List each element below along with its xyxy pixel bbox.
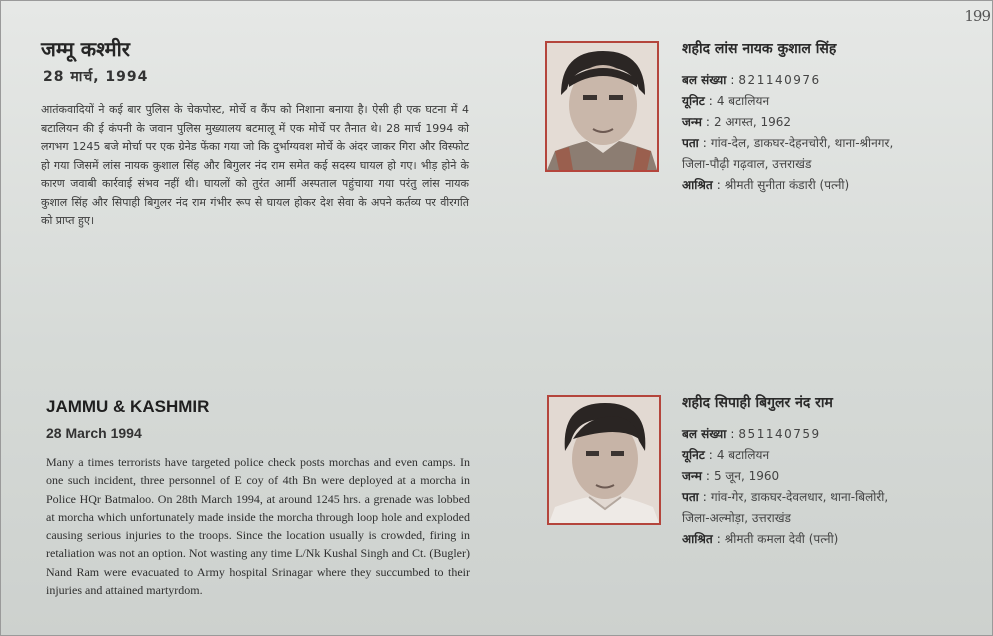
page-number: 199 [964, 7, 990, 25]
portrait-icon [549, 397, 659, 523]
portrait-icon [547, 43, 657, 170]
martyr-name: शहीद लांस नायक कुशाल सिंह [682, 41, 837, 57]
address-line-1: गांव-देल, डाकघर-देहनचोरी, थाना-श्रीनगर, [710, 136, 894, 150]
force-number-row: बल संख्या : 851140759 [682, 427, 821, 441]
english-paragraph: Many a times terrorists have targeted police check posts morchas and even camps. In one such incident, three personnel of E coy of 4th Bn were deployed at a morcha in Police HQr Batmaloo. On 28th March 1994, at around 1245 hrs. a grenade was lobbed at morcha which unfortunately made inside the morcha through loop hole and exploded causing serious injuries to the troops. Since the location usually is crowded, firing in retaliation was not an option. Not wasting any time L/Nk Kushal Singh and Ct. (Bugler) Nand Ram were evacuated to Army hospital Srinagar where they succumbed to their injuries and attained martyrdom. [46, 455, 470, 598]
hindi-heading [41, 35, 148, 86]
unit-value: 4 बटालियन [716, 448, 770, 462]
birth-row: जन्म : 5 जून, 1960 [682, 469, 780, 483]
martyr-profile-1 [682, 39, 982, 196]
address-line-2: जिला-पौढ़ी गढ़वाल, उत्तराखंड [682, 157, 812, 171]
birth-value: 5 जून, 1960 [713, 469, 780, 483]
unit-value: 4 बटालियन [716, 94, 770, 108]
martyr-profile-2 [682, 393, 982, 550]
birth-row: जन्म : 2 अगस्त, 1962 [682, 115, 792, 129]
address-line-1: गांव-गेर, डाकघर-देवलधार, थाना-बिलोरी, [710, 490, 889, 504]
hindi-title: जम्मू कश्मीर [41, 37, 130, 61]
dependent-value: श्रीमती सुनीता कंडारी (पत्नी) [724, 178, 850, 192]
address-line-2: जिला-अल्मोड़ा, उत्तराखंड [682, 511, 791, 525]
birth-label: जन्म [682, 115, 702, 129]
unit-row: यूनिट : 4 बटालियन [682, 448, 770, 462]
dependent-value: श्रीमती कमला देवी (पत्नी) [724, 532, 839, 546]
unit-label: यूनिट [682, 94, 705, 108]
address-label: पता [682, 490, 699, 504]
martyr-name: शहीद सिपाही बिगुलर नंद राम [682, 395, 833, 411]
address-row: पता : गांव-गेर, डाकघर-देवलधार, थाना-बिलोरी, [682, 490, 889, 504]
dependent-row: आश्रित : श्रीमती सुनीता कंडारी (पत्नी) [682, 178, 850, 192]
force-number-label: बल संख्या [682, 73, 727, 87]
dependent-row: आश्रित : श्रीमती कमला देवी (पत्नी) [682, 532, 839, 546]
force-number-value: 821140976 [738, 73, 821, 87]
english-title: JAMMU & KASHMIR [46, 397, 210, 416]
address-row-2 [682, 154, 982, 175]
address-row: पता : गांव-देल, डाकघर-देहनचोरी, थाना-श्रीनगर, [682, 136, 894, 150]
hindi-paragraph: आतंकवादियों ने कई बार पुलिस के चेकपोस्ट, मोर्चे व कैंप को निशाना बनाया है। ऐसी ही एक घटना में 4 बटालियन की ई कंपनी के जवान पुलिस मुख्यालय बटमालू में एक मोर्चे पर तैनात थे। 28 मार्च 1994 को लगभग 1245 बजे मोर्चा पर एक ग्रेनेड फेंका गया जो कि दुर्भाग्यवश मोर्चे के अंदर जाकर गिरा और विस्फोट हो गया जिसमें लांस नायक कुशाल सिंह और बिगुलर नंद राम समेत कई सदस्य घायल हो गए। भीड़ होने के कारण जवाबी कार्रवाई संभव नहीं थी। घायलों को तुरंत आर्मी अस्पताल पहुंचाया गया परंतु लांस नायक कुशाल सिंह और सिपाही बिगुलर नंद राम गंभीर रूप से घायल होकर देश सेवा के अपने कर्तव्य पर वीरगति को प्राप्त हुए। [41, 103, 469, 227]
hindi-date: 28 मार्च, 1994 [43, 69, 149, 85]
english-heading [46, 397, 209, 441]
dependent-label: आश्रित [682, 178, 713, 192]
force-number-value: 851140759 [738, 427, 821, 441]
force-number-row: बल संख्या : 821140976 [682, 73, 821, 87]
martyr-photo-1 [545, 41, 659, 172]
force-number-label: बल संख्या [682, 427, 727, 441]
birth-label: जन्म [682, 469, 702, 483]
martyr-photo-2 [547, 395, 661, 525]
address-label: पता [682, 136, 699, 150]
english-date: 28 March 1994 [46, 425, 142, 441]
unit-label: यूनिट [682, 448, 705, 462]
dependent-label: आश्रित [682, 532, 713, 546]
birth-value: 2 अगस्त, 1962 [713, 115, 792, 129]
unit-row: यूनिट : 4 बटालियन [682, 94, 770, 108]
address-row-2 [682, 508, 982, 529]
